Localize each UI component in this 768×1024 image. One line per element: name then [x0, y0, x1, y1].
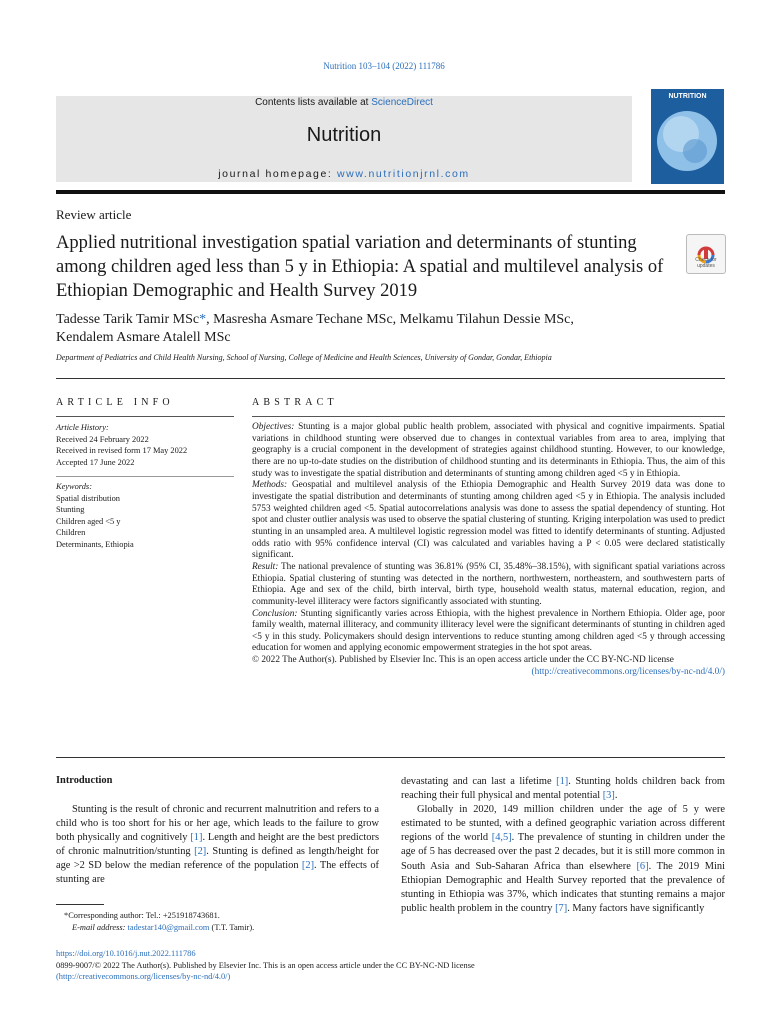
- author-4: Kendalem Asmare Atalell MSc: [56, 330, 231, 345]
- history-label: Article History:: [56, 423, 109, 432]
- ref-link[interactable]: [3]: [602, 790, 615, 802]
- intro-right-paragraph-2: Globally in 2020, 149 million children under the age of 5 y were estimated to be stunted, with a defined geographic variation across different regions of the world [4,5]. The prevalence of stunting in children under the age of 5 has decreased over the past 2 decades, but it is still more common in South Asia and Sub-Saharan Africa than elsewhere [6]. The 2019 Mini Ethiopian Demographic and Health Survey reported that the prevalence of stunting in Ethiopia was 37%, which indicates that stunting remains a major public health problem in the country [7]. Many factors have significantly: [401, 804, 725, 914]
- abstract-bottom-rule: [56, 757, 725, 758]
- cover-globe-icon: [651, 89, 724, 184]
- journal-cover: [651, 89, 724, 184]
- keyword: Determinants, Ethiopia: [56, 539, 134, 549]
- abstract-result: Result: The national prevalence of stunting was 36.81% (95% CI, 35.48%–38.15%), with significant spatial variations across Ethiopia. Spatial clustering of stunting was detected in the northern, northwestern, northeastern, and southwestern parts of Ethiopia. Age and sex of the child, birth interval, birth type, household wealth status, maternal education, region, and community-level illiteracy were factors significantly associated with stunting.: [252, 561, 725, 607]
- sciencedirect-link[interactable]: ScienceDirect: [371, 97, 433, 108]
- corresponding-footnote: *Corresponding author: Tel.: +251918743681. E-mail address: tadestar140@gmail.com (T.T. Tamir).: [64, 911, 255, 932]
- abstract-conclusion: Conclusion: Stunting significantly varies across Ethiopia, with the highest prevalence in Northern Ethiopia. Older age, poor family wealth, maternal illiteracy, and community illiteracy level were the significant determinants of stunting in children aged <5 y in this study. Policymakers should design interventions to reduce stunting among children aged <5 y through accessing education for women and applying economic empowerment strategies in the hot spot areas.: [252, 608, 725, 654]
- keywords-rule: [56, 476, 234, 477]
- keyword: Children aged <5 y: [56, 516, 121, 526]
- journal-homepage-line: [56, 168, 632, 180]
- intro-left-paragraph: Stunting is the result of chronic and recurrent malnutrition and refers to a child who is too short for his or her age, which leads to the failure to grow both physically and cognitively [1]. Length and height are the best predictors of chronic malnutrition/stunting [2]. Stunting is defined as length/height for age >2 SD below the median reference of the population [2]. The effects of stunting are: [56, 804, 379, 886]
- abstract-body: [252, 422, 725, 678]
- intro-right-paragraph-1: devastating and can last a lifetime [1]. Stunting holds children back from reaching their full physical and mental potential [3].: [401, 776, 725, 802]
- corresponding-marker[interactable]: *: [199, 312, 207, 327]
- article-title: Applied nutritional investigation spatial variation and determinants of stunting among children aged less than 5 y in Ethiopia: A spatial and multilevel analysis of Ethiopian Demographic and Health Survey 2019: [56, 233, 664, 301]
- history-received: Received 24 February 2022: [56, 434, 149, 444]
- homepage-link[interactable]: www.nutritionjrnl.com: [336, 168, 470, 180]
- keywords-label: Keywords:: [56, 482, 92, 491]
- article-info-heading: ARTICLE INFO: [56, 397, 174, 408]
- ref-link[interactable]: [1]: [556, 776, 569, 787]
- history-accepted: Accepted 17 June 2022: [56, 457, 135, 467]
- abstract-objectives: Objectives: Stunting is a major global public health problem, associated with physical and cognitive impairments. Spatial variations in childhood stunting were observed due to changes in contextual variables from area to area, implying that geography is a crucial component in the development of strategies against childhood stunting. However, to our knowledge, there are no up-to-date studies on the distribution of childhood stunting and its determinants in Ethiopia. Thus, the aim of this study was to investigate the spatial distribution and determinants of stunting among children aged <5 y in Ethiopia.: [252, 422, 725, 479]
- authors-rest: , Masresha Asmare Techane MSc, Melkamu Tilahun Dessie MSc,: [206, 312, 574, 327]
- ref-link[interactable]: [1]: [190, 832, 203, 844]
- authors: [56, 311, 716, 347]
- contents-prefix: Contents lists available at: [255, 97, 372, 108]
- abstract-license: © 2022 The Author(s). Published by Elsevier Inc. This is an open access article under the CC BY-NC-ND license: [252, 655, 674, 666]
- introduction-heading: Introduction: [56, 775, 113, 786]
- check-for-updates-badge[interactable]: [686, 234, 726, 274]
- history-revised: Received in revised form 17 May 2022: [56, 446, 188, 456]
- abstract-license-url[interactable]: (http://creativecommons.org/licenses/by-nc-nd/4.0/): [531, 666, 725, 677]
- abstract-methods: Methods: Geospatial and multilevel analysis of the Ethiopia Demographic and Health Survey 2019 data was done to investigate the spatial distribution and determinants of stunting among children aged <5 y in Ethiopia. The analysis included 5753 weighted children aged <5. Spatial autocorrelations analysis was done to assess the spatial dependency of stunting. Hot spot and cluster outlier analysis was used to observe the spatial clustering of stunting. Kriging interpolation was used to predict stunting in an unsampled area. A multilevel logistic regression model was fitted to identify determinants of stunting. Adjusted odds ratio with 95% confidence interval (CI) was calculated and variables having a P < 0.05 were declared statistically significant.: [252, 480, 726, 561]
- ref-link[interactable]: [7]: [555, 902, 568, 914]
- journal-masthead: [56, 96, 632, 182]
- page-footer: [56, 948, 475, 983]
- journal-name: Nutrition: [306, 124, 382, 146]
- homepage-prefix: journal homepage:: [218, 168, 337, 180]
- keyword: Spatial distribution: [56, 493, 120, 503]
- email-link[interactable]: tadestar140@gmail.com: [127, 923, 210, 932]
- ref-link[interactable]: [2]: [194, 846, 207, 858]
- ref-link[interactable]: [6]: [636, 860, 649, 872]
- keyword: Children: [56, 528, 86, 538]
- issn-line: 0899-9007/© 2022 The Author(s). Published by Elsevier Inc. This is an open access article under the CC BY-NC-ND license: [56, 960, 475, 970]
- affiliation: Department of Pediatrics and Child Health Nursing, School of Nursing, College of Medicine and Health Sciences, University of Gondar, Gondar, Ethiopia: [56, 353, 552, 362]
- cover-title: NUTRITION: [668, 93, 707, 100]
- keywords: [56, 481, 234, 551]
- ref-link[interactable]: [4,5]: [491, 832, 512, 844]
- check-updates-label: Check for updates: [695, 257, 717, 269]
- intro-right-column: [401, 775, 725, 916]
- abstract-heading-rule: [252, 416, 725, 417]
- author-1: Tadesse Tarik Tamir MSc: [56, 312, 200, 327]
- info-top-rule: [56, 378, 725, 379]
- abstract-heading: ABSTRACT: [252, 397, 338, 408]
- keyword: Stunting: [56, 505, 85, 515]
- header-rule: [56, 190, 725, 194]
- article-type: Review article: [56, 207, 132, 222]
- footer-license-link[interactable]: (http://creativecommons.org/licenses/by-nc-nd/4.0/): [56, 972, 231, 982]
- info-heading-rule: [56, 416, 234, 417]
- footnote-rule: [56, 904, 104, 905]
- article-history: [56, 422, 234, 468]
- doi-link[interactable]: https://doi.org/10.1016/j.nut.2022.111786: [56, 949, 196, 958]
- journal-citation[interactable]: Nutrition 103–104 (2022) 111786: [323, 61, 445, 71]
- ref-link[interactable]: [2]: [301, 860, 315, 872]
- contents-line: [56, 97, 632, 108]
